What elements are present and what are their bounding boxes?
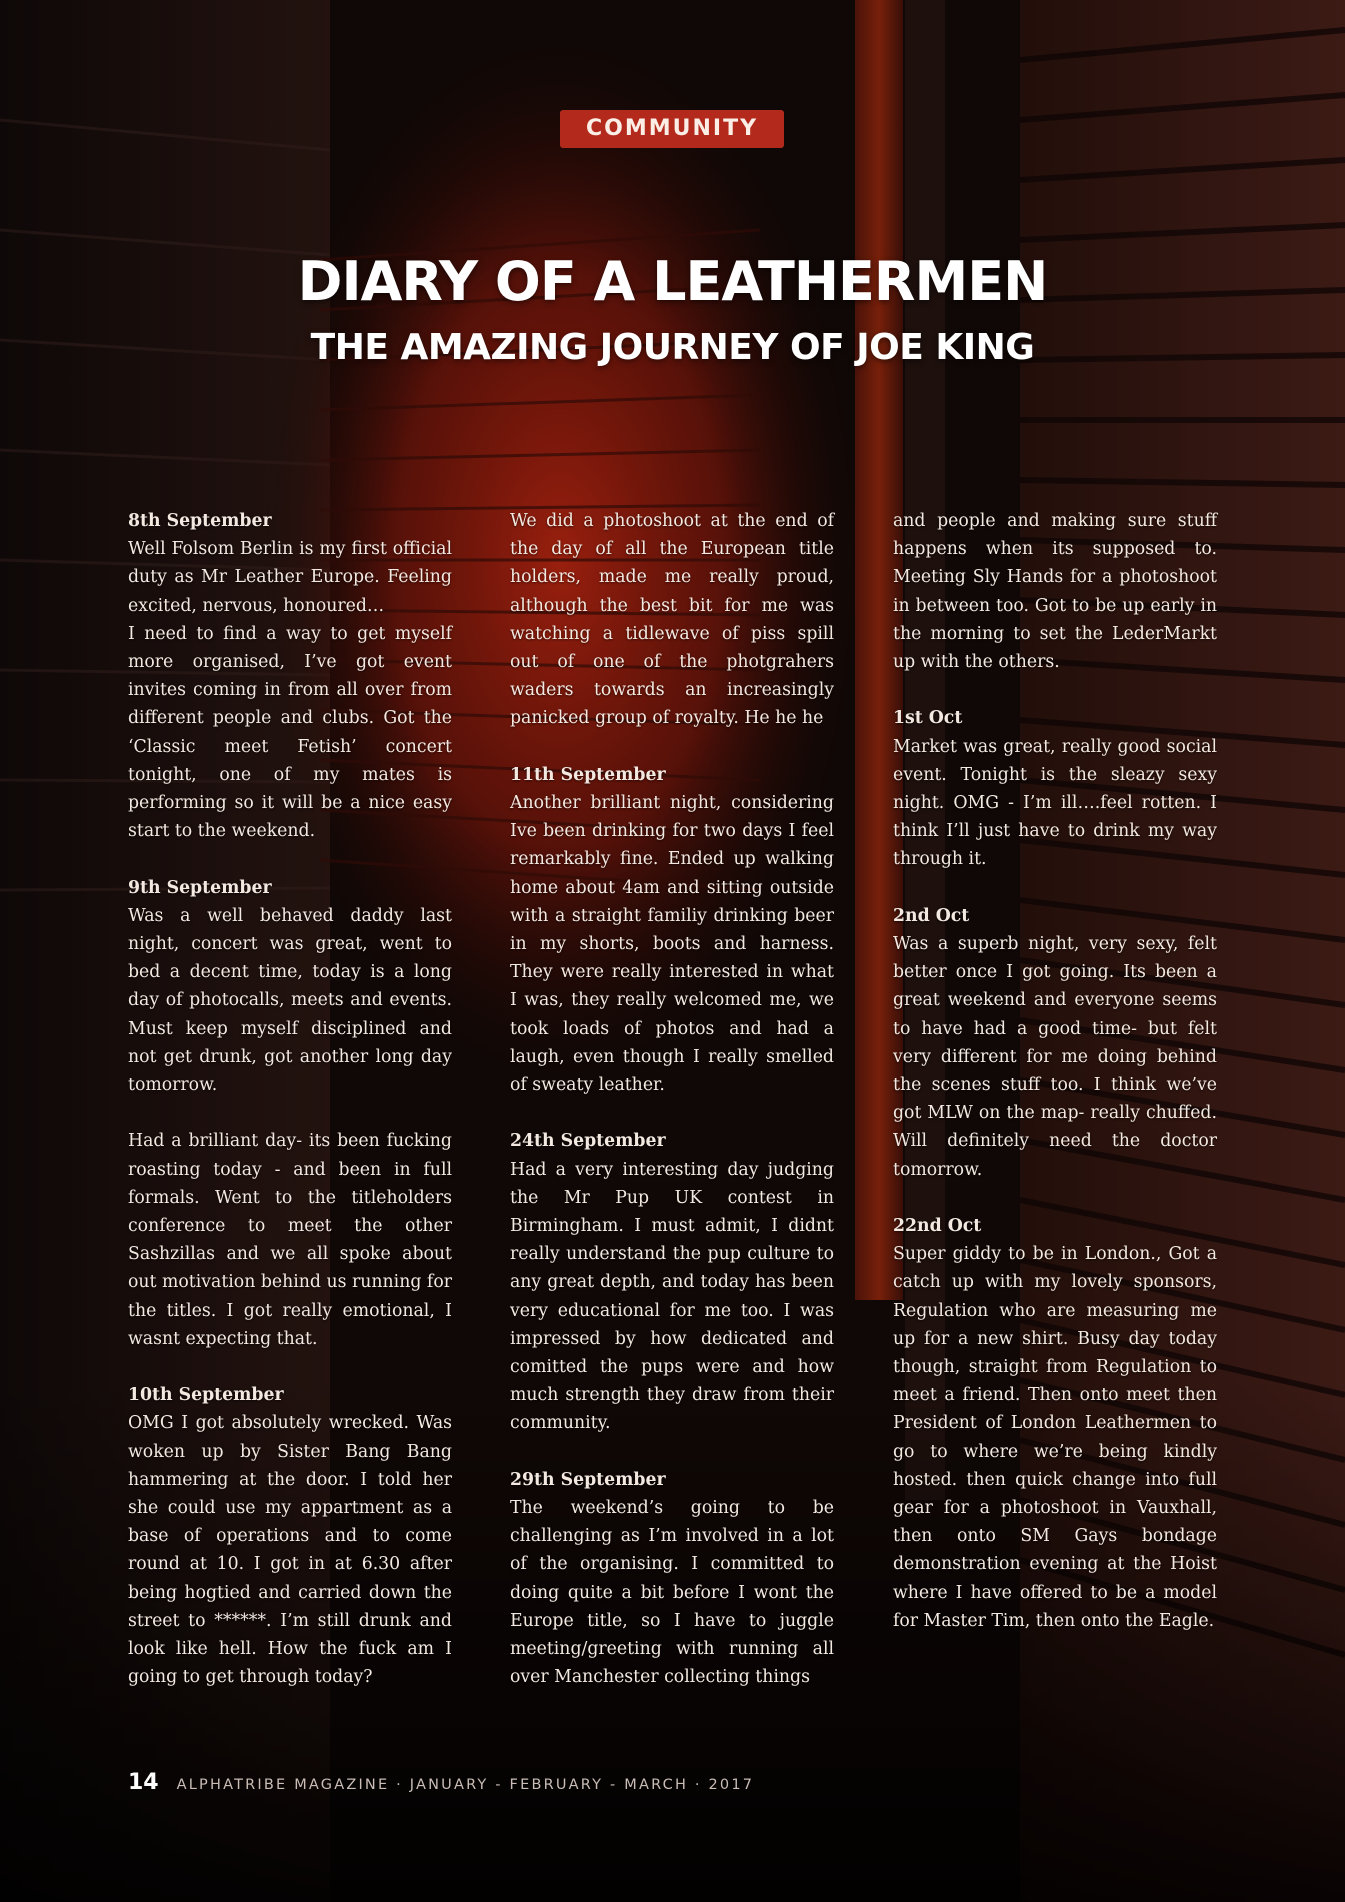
entry-paragraph: Another brilliant night, considering Ive been drinking for two days I feel remarkably fine. Ended up walking home about 4am and sitting outside with a straight familiy drinking beer in my shorts, boots and harness. They were really interested in what I was, they really welcomed me, we took loads of photos and had a laugh, even though I really smelled of sweaty leather. [510, 793, 834, 1096]
entry-paragraph: Super giddy to be in London., Got a catch up with my lovely sponsors, Regulation who are measuring me up for a new shirt. Busy day today though, straight from Regulation to meet a friend. Then onto meet then President of London Leathermen to go to where we’re being kindly hosted. then quick change into full gear for a photoshoot in Vauxhall, then onto SM Gays bondage demonstration evening at the Hoist where I have offered to be a model for Master Tim, then onto the Eagle. [893, 1244, 1217, 1631]
paragraph-spacer [893, 676, 1217, 704]
paragraph-spacer [510, 733, 834, 761]
paragraph-spacer [893, 1184, 1217, 1212]
entry-date: 1st Oct [893, 708, 963, 729]
publication-credit: ALPHATRIBE MAGAZINE · JANUARY - FEBRUARY - MARCH · 2017 [176, 1777, 755, 1793]
entry-paragraph: Was a well behaved daddy last night, concert was great, went to bed a decent time, today is a long day of photocalls, meets and events. Must keep myself disciplined and not get drunk, got another long day tomorrow. [128, 905, 452, 1096]
paragraph-spacer [128, 1099, 452, 1127]
page-number: 14 [128, 1770, 159, 1795]
entry-date: 8th September [128, 511, 272, 531]
entry-paragraph: We did a photoshoot at the end of the day of all the European title holders, made me really proud, although the best bit for me was watching a tidlewave of piss spill out of one of the photgrahers waders towards an increasingly panicked group of royalty. He he he [510, 511, 834, 729]
entry-paragraph: and people and making sure stuff happens when its supposed to. Meeting Sly Hands for a photoshoot in between too. Got to be up early in the morning to set the LederMarkt up with the others. [893, 511, 1217, 673]
entry-paragraph: Market was great, really good social event. Tonight is the sleazy sexy night. OMG - I’m ill….feel rotten. I think I’ll just have to drink my way through it. [893, 736, 1217, 870]
page-title: DIARY OF A LEATHERMEN [297, 250, 1048, 313]
paragraph-spacer [128, 845, 452, 873]
paragraph-spacer [510, 1099, 834, 1127]
entry-date: 11th September [510, 764, 666, 785]
entry-date: 22nd Oct [893, 1216, 982, 1237]
entry-date: 2nd Oct [893, 905, 970, 926]
entry-paragraph: OMG I got absolutely wrecked. Was woken up by Sister Bang Bang hammering at the door. I told her she could use my appartment as a base of operations and to come round at 10. I got in at 6.30 after being hogtied and carried down the street to ******. I’m still drunk and look like hell. How the fuck am I going to get through today? [128, 1413, 452, 1688]
entry-date: 29th September [510, 1469, 666, 1490]
entry-paragraph: Well Folsom Berlin is my first official duty as Mr Leather Europe. Feeling excited, nervous, honoured… [128, 539, 452, 616]
entry-paragraph: Had a very interesting day judging the Mr Pup UK contest in Birmingham. I must admit, I didnt really understand the pup culture to any great depth, and today has been very educational for me too. I was impressed by how dedicated and comitted the pups were and how much strength they draw from their community. [510, 1159, 834, 1434]
entry-paragraph: Had a brilliant day- its been fucking roasting today - and been in full formals. Went to the titleholders conference to meet the other Sashzillas and we all spoke about out motivation behind us running for the titles. I got really emotional, I wasnt expecting that. [128, 1131, 452, 1349]
paragraph-spacer [510, 1438, 834, 1466]
entry-date: 10th September [128, 1385, 284, 1406]
article-column-2 [510, 507, 834, 1691]
entry-paragraph: Was a superb night, very sexy, felt better once I got going. Its been a great weekend and everyone seems to have had a good time- but felt very different for me doing behind the scenes stuff too. I think we’ve got MLW on the map- really chuffed. Will definitely need the doctor tomorrow. [893, 934, 1217, 1180]
article-column-1 [128, 507, 452, 1691]
entry-paragraph: I need to find a way to get myself more organised, I’ve got event invites coming in from all over from different people and clubs. Got the ‘Classic meet Fetish’ concert tonight, one of my mates is performing so it will be a nice easy start to the weekend. [128, 623, 452, 842]
entry-date: 24th September [510, 1131, 666, 1152]
paragraph-spacer [893, 874, 1217, 902]
article-column-3 [893, 507, 1217, 1635]
section-badge: COMMUNITY [560, 110, 784, 148]
page-subtitle: THE AMAZING JOURNEY OF JOE KING [310, 327, 1035, 368]
entry-paragraph: The weekend’s going to be challenging as I’m involved in a lot of the organising. I committed to doing quite a bit before I wont the Europe title, so I have to juggle meeting/greeting with running all over Manchester collecting things [510, 1498, 834, 1688]
entry-date: 9th September [128, 877, 272, 898]
paragraph-spacer [128, 1353, 452, 1381]
page-footer [128, 1770, 754, 1800]
